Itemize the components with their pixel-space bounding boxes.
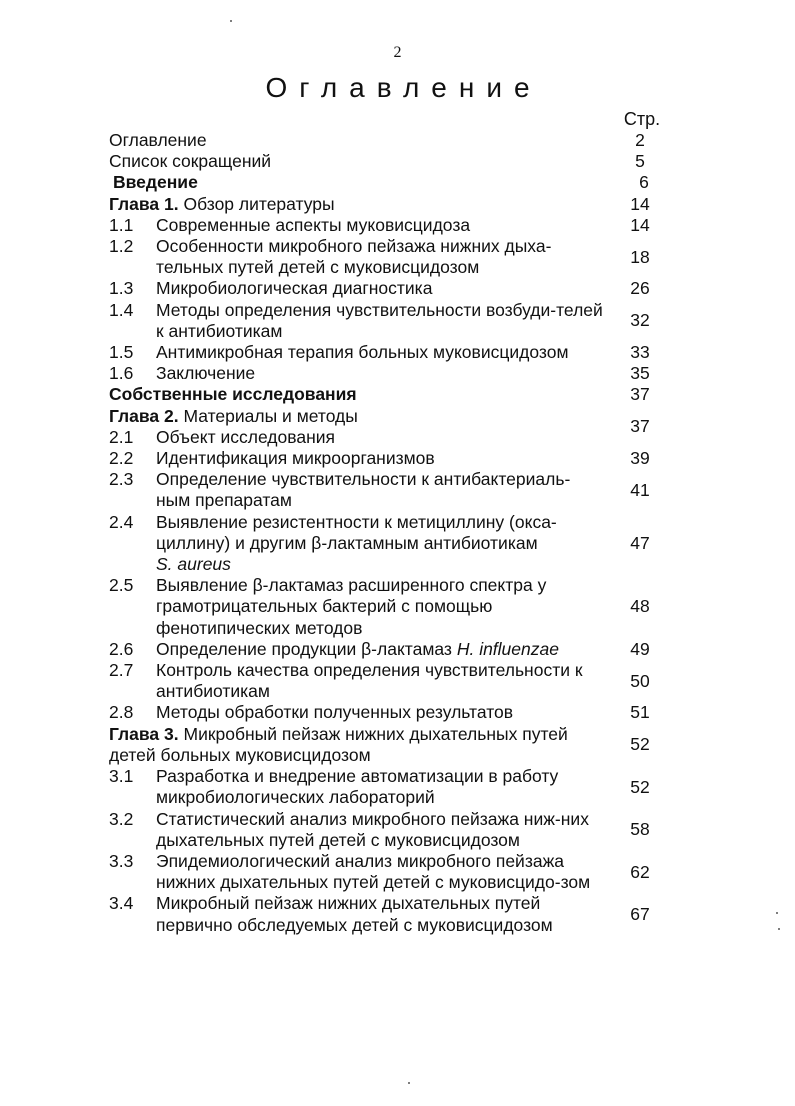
toc-entry <box>109 766 669 808</box>
toc-entry-text: Методы определения чувствительности возбуди-телей к антибиотикам <box>156 299 603 341</box>
chapter-label: Глава 1. <box>109 193 179 214</box>
toc-entry-number: 2.8 <box>109 702 134 723</box>
toc-entry <box>109 363 669 384</box>
chapter-title: Микробный пейзаж нижних дыхательных путей детей больных муковисцидозом <box>109 723 568 765</box>
toc-entry-number: 1.4 <box>109 299 134 320</box>
page-column-header: Стр. <box>623 109 661 129</box>
toc-entry-page: 18 <box>630 246 650 267</box>
toc-entry <box>109 427 604 448</box>
toc-entry-number: 1.3 <box>109 278 134 299</box>
toc-entry-page: 62 <box>630 861 650 882</box>
toc-entry-page: 37 <box>630 416 650 437</box>
toc-entry <box>109 575 669 639</box>
page-title: Оглавление <box>265 72 542 103</box>
toc-entry-text: Оглавление <box>109 130 207 150</box>
toc-entry-text: Разработка и внедрение автоматизации в работу микробиологических лабораторий <box>156 766 559 808</box>
toc-entry <box>109 151 669 172</box>
toc-entry-text: Микробиологическая диагностика <box>156 278 433 299</box>
toc-entry-page: 52 <box>630 734 650 755</box>
toc-entry-text <box>109 724 604 766</box>
toc-entry-page: 14 <box>630 193 650 214</box>
chapter-label: Глава 2. <box>109 405 179 426</box>
scan-speck <box>408 1082 410 1084</box>
toc-entry-page: 47 <box>630 532 650 553</box>
scan-speck <box>776 912 778 914</box>
toc-entry-page: 5 <box>635 151 645 172</box>
toc-entry-number: 2.7 <box>109 660 134 681</box>
toc-entry-text: Объект исследования <box>156 426 335 447</box>
toc-entry-main-text: Определение продукции β-лактамаз <box>156 638 457 659</box>
toc-entry-text: Определение чувствительности к антибактериаль-ным препаратам <box>156 469 571 511</box>
toc-entry-page: 2 <box>635 130 645 150</box>
toc-entry-number: 2.1 <box>109 426 134 447</box>
toc-entry-text: Статистический анализ микробного пейзажа ниж-них дыхательных путей детей с муковисцидозом <box>156 808 589 850</box>
toc-entry-text: Микробный пейзаж нижних дыхательных путей первично обследуемых детей с муковисцидозом <box>156 893 553 935</box>
organism-name: S. aureus <box>156 554 231 575</box>
chapter-title: Обзор литературы <box>178 193 335 214</box>
toc-entry-number: 3.2 <box>109 808 134 829</box>
toc-entry-text: Введение <box>113 172 198 193</box>
toc-entry-page: 67 <box>630 903 650 924</box>
toc-entry-text: Методы обработки полученных результатов <box>156 702 514 723</box>
toc-entry-text <box>109 194 604 215</box>
organism-name: H. influenzae <box>456 638 559 659</box>
toc-entry-text: Современные аспекты муковисцидоза <box>156 214 471 235</box>
toc-entry-number: 3.3 <box>109 850 134 871</box>
toc-entry <box>109 215 669 236</box>
toc-entry-text: Эпидемиологический анализ микробного пейзажа нижних дыхательных путей детей с муковисцидо-зом <box>156 850 591 893</box>
toc-entry <box>109 809 669 851</box>
toc-entry-page: 37 <box>630 384 650 405</box>
toc-entry-main-text: Выявление резистентности к метициллину (окса-циллину) и другим β-лактамным антибиотикам <box>156 511 557 553</box>
toc-entry <box>109 278 669 299</box>
toc-entry-number: 2.6 <box>109 638 134 659</box>
table-of-contents <box>109 130 669 936</box>
toc-entry-text: Особенности микробного пейзажа нижних дыха-тельных путей детей с муковисцидозом <box>156 236 552 278</box>
toc-entry-number: 1.2 <box>109 236 134 257</box>
toc-entry-page: 49 <box>630 638 650 659</box>
toc-entry <box>109 236 669 278</box>
toc-entry-page: 14 <box>630 214 650 235</box>
toc-entry-number: 1.6 <box>109 363 134 384</box>
toc-entry-text: Контроль качества определения чувствительности к антибиотикам <box>156 660 583 702</box>
toc-entry-number: 3.1 <box>109 766 134 787</box>
toc-entry-number: 2.3 <box>109 469 134 490</box>
toc-entry-number: 2.5 <box>109 575 134 596</box>
toc-entry <box>109 469 669 511</box>
toc-entry-page: 35 <box>630 363 650 384</box>
toc-entry-number: 1.1 <box>109 214 134 235</box>
toc-entry <box>109 342 669 363</box>
toc-entry <box>109 851 669 893</box>
toc-entry-page: 41 <box>630 479 650 500</box>
toc-entry <box>109 172 669 193</box>
toc-entry-text: Антимикробная терапия больных муковисцидозом <box>156 342 569 363</box>
toc-entry-text: Список сокращений <box>109 151 272 172</box>
toc-entry-number: 2.4 <box>109 511 134 532</box>
toc-entry-page: 48 <box>630 596 650 617</box>
toc-entry <box>109 639 669 660</box>
toc-entry-page: 6 <box>639 172 649 193</box>
toc-chapter <box>109 724 669 766</box>
toc-entry <box>109 660 669 702</box>
toc-entry-text: Идентификация микроорганизмов <box>156 448 435 469</box>
toc-entry-text <box>156 512 604 576</box>
toc-entry-page: 51 <box>630 702 650 723</box>
toc-entry-text: Собственные исследования <box>109 384 357 405</box>
toc-entry-text <box>156 639 604 660</box>
chapter-label: Глава 3. <box>109 723 179 744</box>
toc-entry <box>109 512 669 576</box>
toc-entry-page: 52 <box>630 776 650 797</box>
page-number: 2 <box>393 44 402 61</box>
scan-speck <box>230 20 232 22</box>
chapter-title: Материалы и методы <box>178 405 358 426</box>
toc-entry <box>109 300 669 342</box>
toc-entry-text: Выявление β-лактамаз расширенного спектра у грамотрицательных бактерий с помощью фенотипических методов <box>156 575 547 638</box>
toc-entry <box>109 702 669 723</box>
toc-chapter-group <box>109 406 669 448</box>
toc-entry-page: 32 <box>630 310 650 331</box>
toc-entry <box>109 130 669 151</box>
toc-entry-text: Заключение <box>156 363 256 384</box>
toc-entry-page: 26 <box>630 278 650 299</box>
toc-section <box>109 384 669 405</box>
toc-entry-page: 39 <box>630 448 650 469</box>
toc-entry <box>109 893 669 935</box>
toc-entry-page: 50 <box>630 670 650 691</box>
toc-entry <box>109 448 669 469</box>
toc-entry-number: 1.5 <box>109 342 134 363</box>
toc-entry-number: 2.2 <box>109 448 134 469</box>
toc-chapter <box>109 406 604 427</box>
toc-entry-number: 3.4 <box>109 893 134 914</box>
toc-entry-page: 58 <box>630 819 650 840</box>
toc-chapter <box>109 194 669 215</box>
toc-entry-page: 33 <box>630 342 650 363</box>
scan-speck <box>778 928 780 930</box>
